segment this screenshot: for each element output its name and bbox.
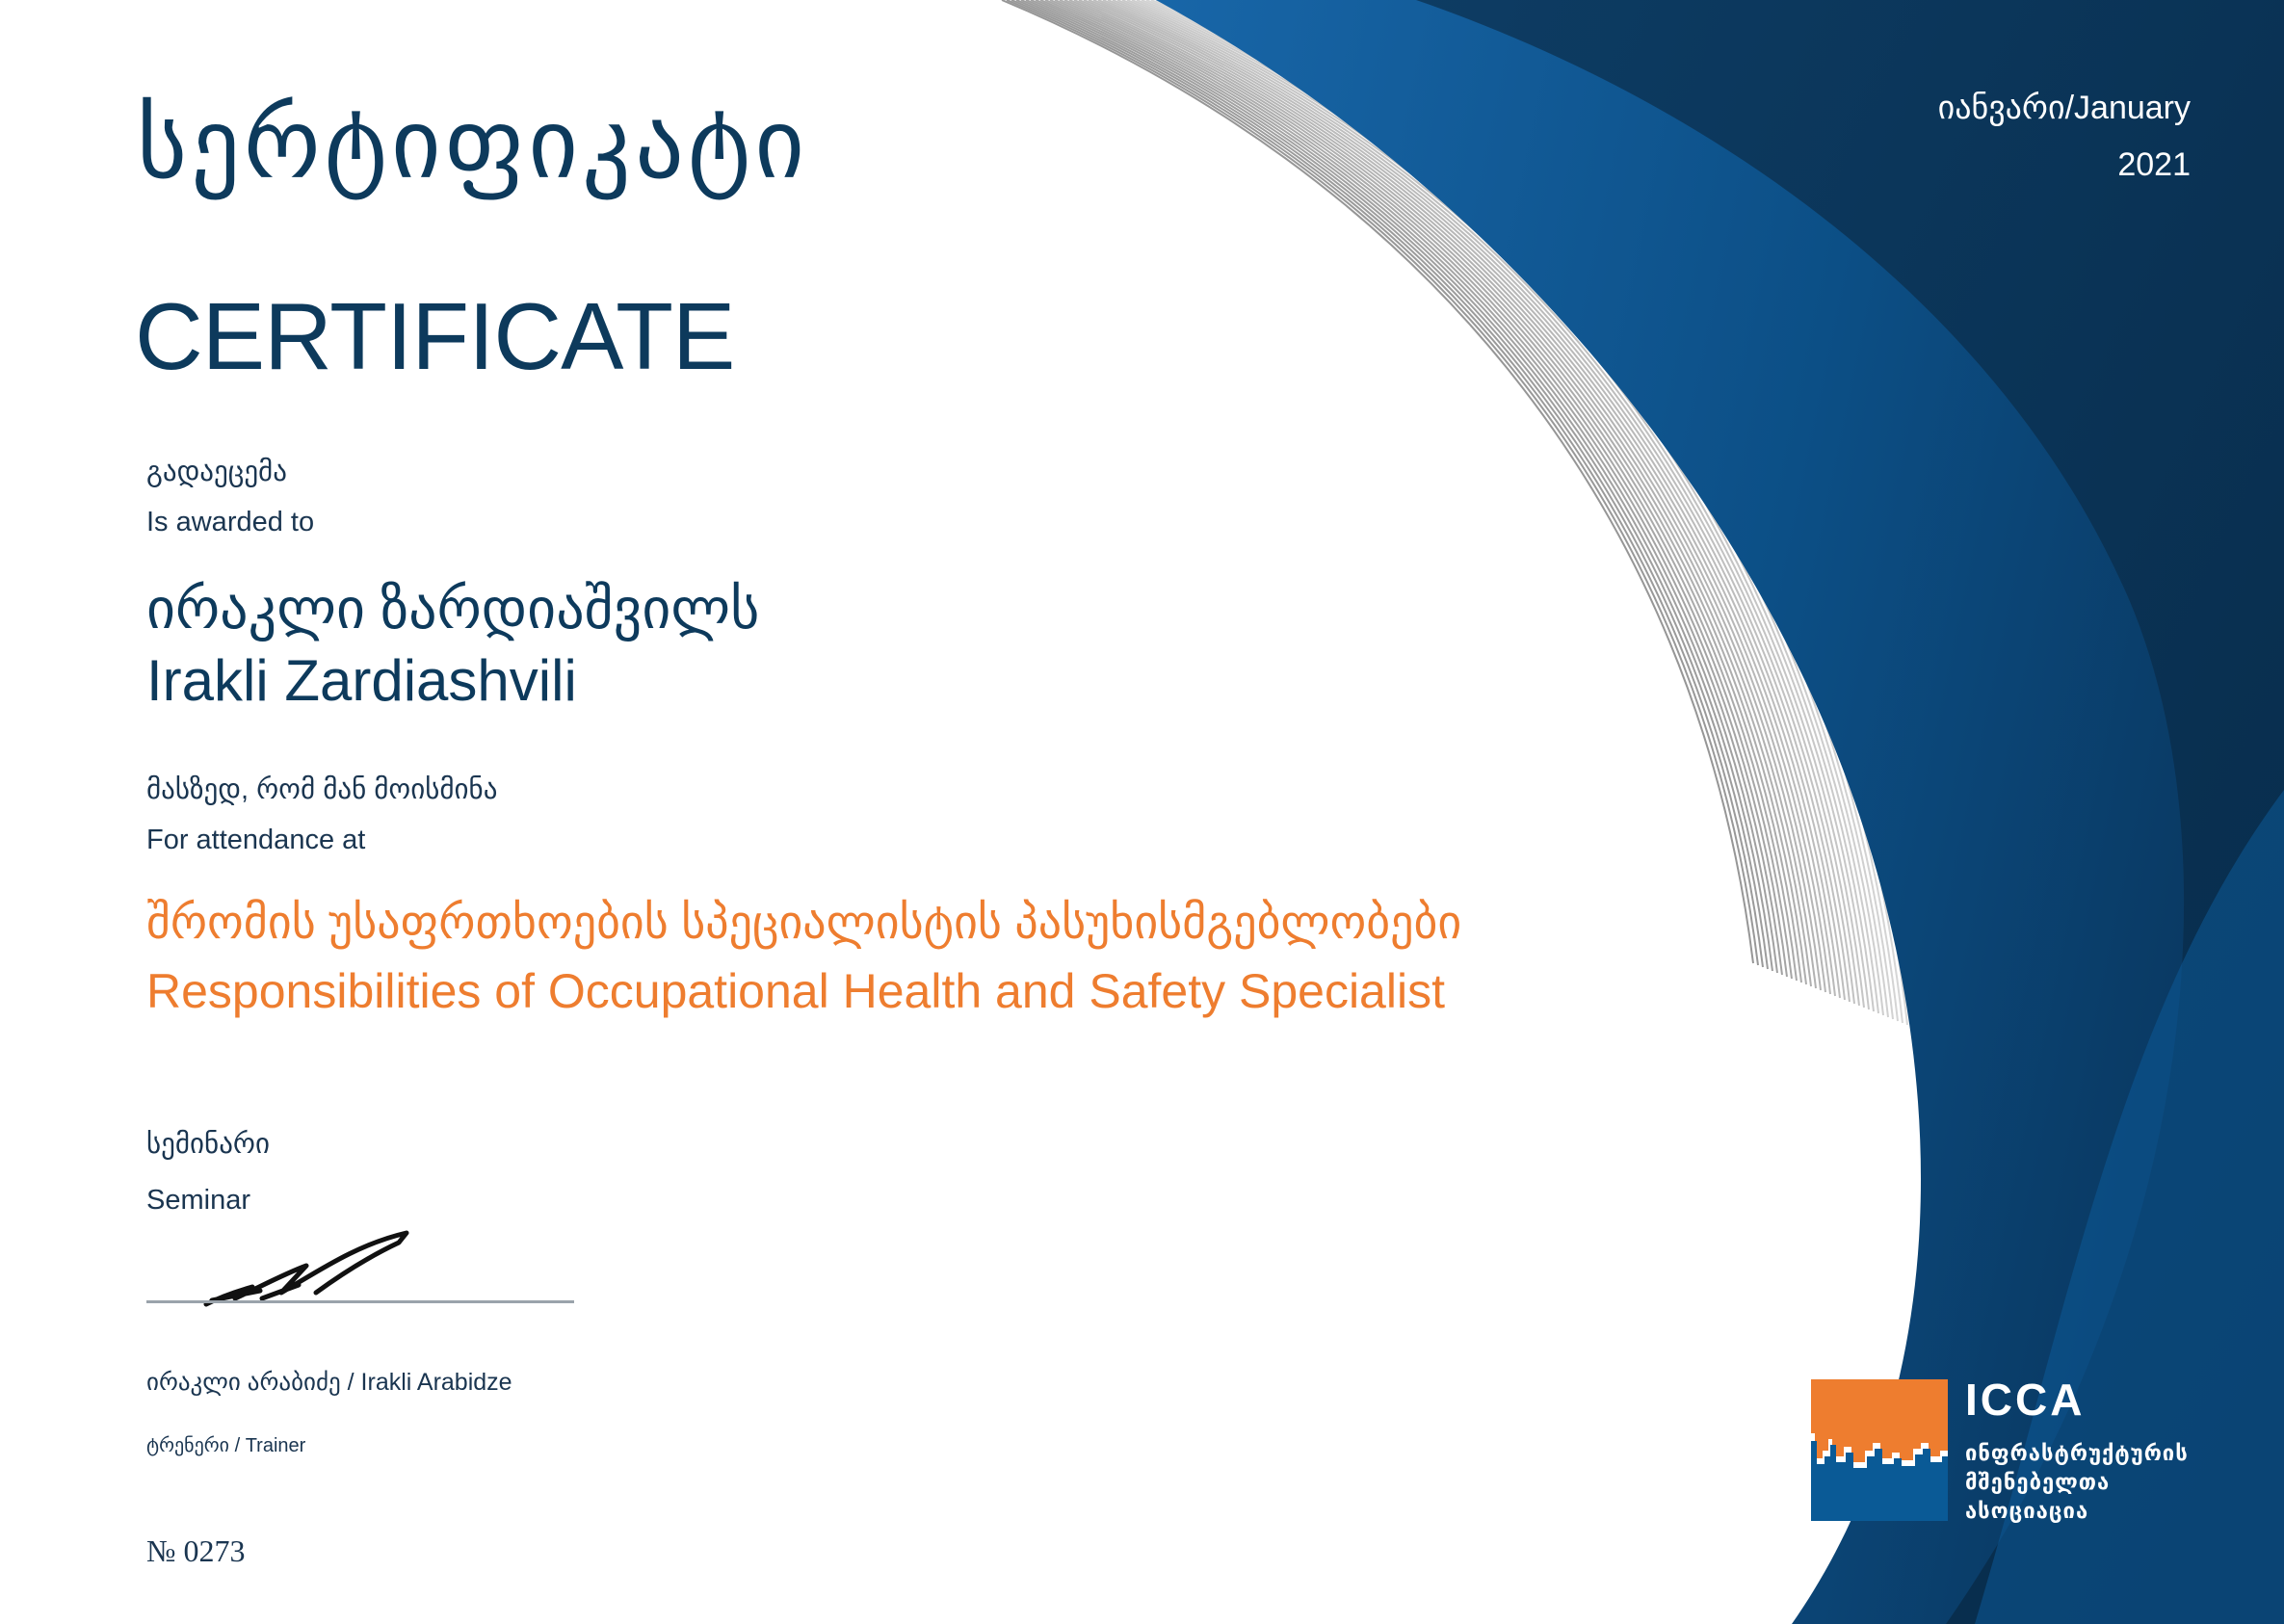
event-type-georgian: სემინარი [146,1129,271,1160]
icca-logo-name: ICCA [1965,1375,2086,1425]
icca-logo-text-line1: ინფრასტრუქტურის [1965,1441,2189,1465]
course-title-georgian: შრომის უსაფრთხოების სპეციალისტის პასუხისმგებლობები [146,898,1462,949]
attendance-label-georgian: მასზედ, რომ მან მოისმინა [146,774,498,805]
attendance-label-english: For attendance at [146,825,366,855]
course-title-english: Responsibilities of Occupational Health and Safety Specialist [146,964,1445,1018]
icca-logo-icon [1811,1379,1948,1521]
certificate-number: № 0273 [146,1533,246,1568]
awarded-to-label-georgian: გადაეცემა [146,457,287,487]
icca-logo-text-line3: ასოციაცია [1965,1499,2089,1523]
recipient-name-georgian: ირაკლი ზარდიაშვილს [146,578,760,641]
event-type-english: Seminar [146,1185,250,1216]
awarded-to-label-english: Is awarded to [146,507,315,537]
certificate-title-english: CERTIFICATE [135,283,735,389]
signature-line [146,1300,574,1303]
trainer-role: ტრენერი / Trainer [146,1435,306,1456]
certificate-title-georgian: სერტიფიკატი [137,91,809,198]
recipient-name-english: Irakli Zardiashvili [146,648,577,713]
certificate-date-year: 2021 [2117,146,2191,183]
trainer-signature [193,1223,424,1310]
icca-logo-text-line2: მშენებელთა [1965,1470,2111,1494]
certificate-date-month: იანვარი/January [1937,90,2191,126]
trainer-name: ირაკლი არაბიძე / Irakli Arabidze [146,1369,512,1396]
